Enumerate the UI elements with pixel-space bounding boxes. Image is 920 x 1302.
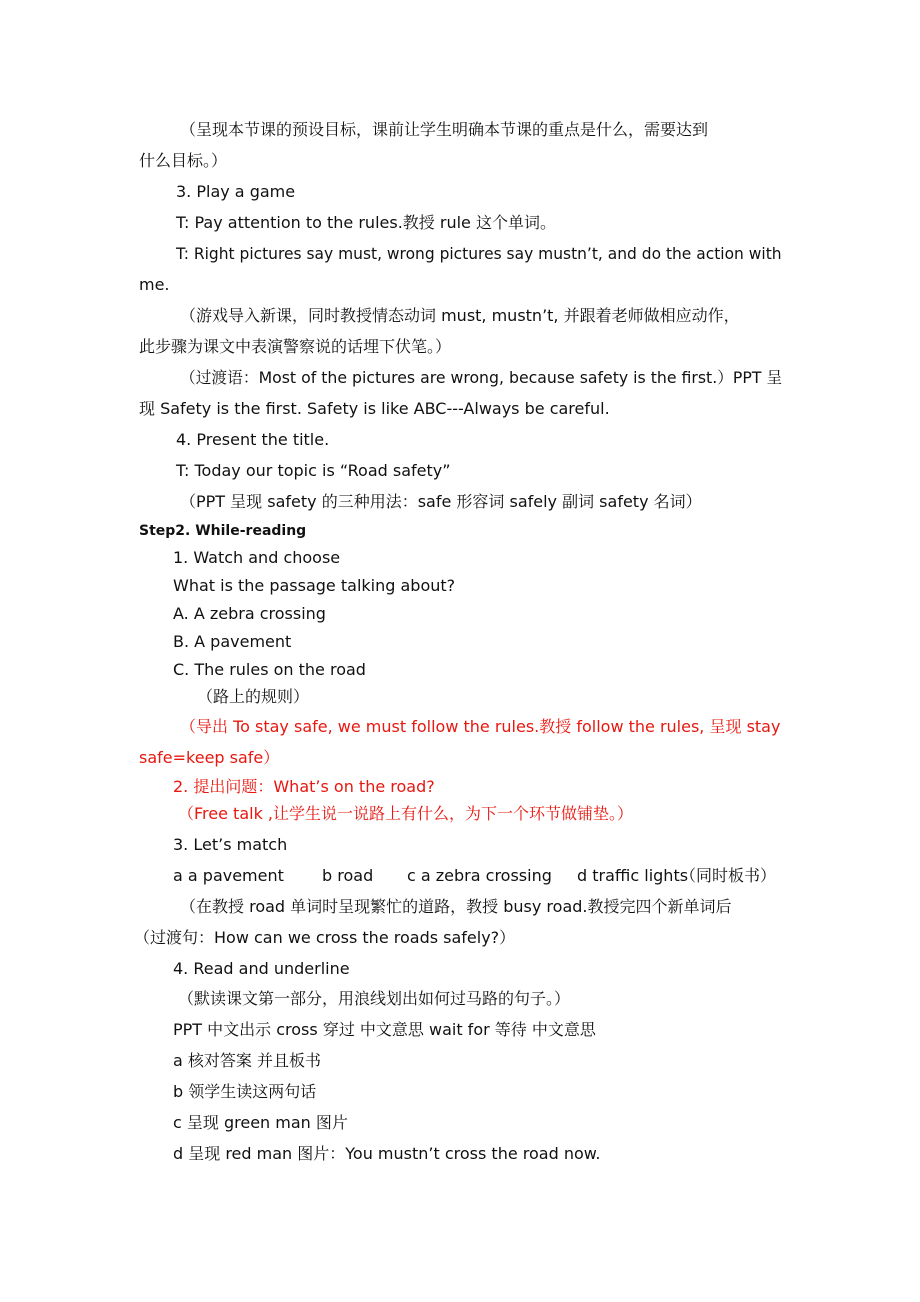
option-c: C. The rules on the road	[173, 660, 366, 679]
match-item-zebra-crossing: c a zebra crossing	[407, 866, 552, 885]
item-lets-match: 3. Let’s match	[173, 835, 288, 854]
teacher-line-must-1: T: Right pictures say must, wrong pictures say mustn’t, and do the action with	[176, 244, 782, 263]
transition-line-1: （过渡语：Most of the pictures are wrong, because safety is the first.）PPT 呈	[180, 368, 783, 387]
note-safety-usages: （PPT 呈现 safety 的三种用法：safe 形容词 safely 副词 safety 名词）	[180, 492, 702, 511]
step-a-check-answers: a 核对答案 并且板书	[173, 1051, 321, 1070]
note-silent-reading: （默读课文第一部分，用浪线划出如何过马路的句子。）	[178, 989, 571, 1008]
note-busy-road-line-2: （过渡句：How can we cross the roads safely?）	[134, 928, 516, 947]
heading-play-a-game: 3. Play a game	[176, 182, 296, 201]
option-b: B. A pavement	[173, 632, 292, 651]
note-follow-rules-line-1: （导出 To stay safe, we must follow the rules.教授 follow the rules, 呈现 stay	[180, 717, 781, 736]
question-on-the-road: 2. 提出问题：What’s on the road?	[173, 777, 435, 796]
match-item-pavement: a a pavement	[173, 866, 284, 885]
option-a: A. A zebra crossing	[173, 604, 326, 623]
teacher-line-rules: T: Pay attention to the rules.教授 rule 这个单词。	[176, 213, 556, 232]
note-busy-road-line-1: （在教授 road 单词时呈现繁忙的道路，教授 busy road.教授完四个新单词后	[180, 897, 732, 916]
match-item-traffic-lights: d traffic lights	[577, 866, 689, 885]
paragraph-goal-line-2: 什么目标。）	[139, 151, 228, 170]
note-follow-rules-line-2: safe=keep safe）	[139, 748, 280, 767]
transition-line-2: 现 Safety is the first. Safety is like ABC---Always be careful.	[139, 399, 610, 418]
note-game-line-2: 此步骤为课文中表演警察说的话埋下伏笔。）	[139, 337, 452, 356]
heading-present-title: 4. Present the title.	[176, 430, 330, 449]
question-passage: What is the passage talking about?	[173, 576, 456, 595]
teacher-line-must-2: me.	[139, 275, 170, 294]
item-read-and-underline: 4. Read and underline	[173, 959, 350, 978]
teacher-line-topic: T: Today our topic is “Road safety”	[176, 461, 451, 480]
step-c-green-man: c 呈现 green man 图片	[173, 1113, 348, 1132]
step-b-lead-reading: b 领学生读这两句话	[173, 1082, 317, 1101]
note-game-line-1: （游戏导入新课，同时教授情态动词 must, mustn’t, 并跟着老师做相应动作，	[180, 306, 740, 325]
ppt-vocabulary-line: PPT 中文出示 cross 穿过 中文意思 wait for 等待 中文意思	[173, 1020, 596, 1039]
match-item-road: b road	[322, 866, 374, 885]
paragraph-goal-line-1: （呈现本节课的预设目标，课前让学生明确本节课的重点是什么，需要达到	[180, 120, 709, 139]
step-d-red-man: d 呈现 red man 图片：You mustn’t cross the road now.	[173, 1144, 601, 1163]
section-heading-step2: Step2. While-reading	[139, 523, 307, 539]
option-c-translation: （路上的规则）	[197, 687, 310, 706]
item-watch-and-choose: 1. Watch and choose	[173, 548, 341, 567]
match-note-blackboard: （同时板书）	[680, 866, 777, 885]
note-free-talk: （Free talk ,让学生说一说路上有什么，为下一个环节做铺垫。）	[178, 804, 634, 823]
